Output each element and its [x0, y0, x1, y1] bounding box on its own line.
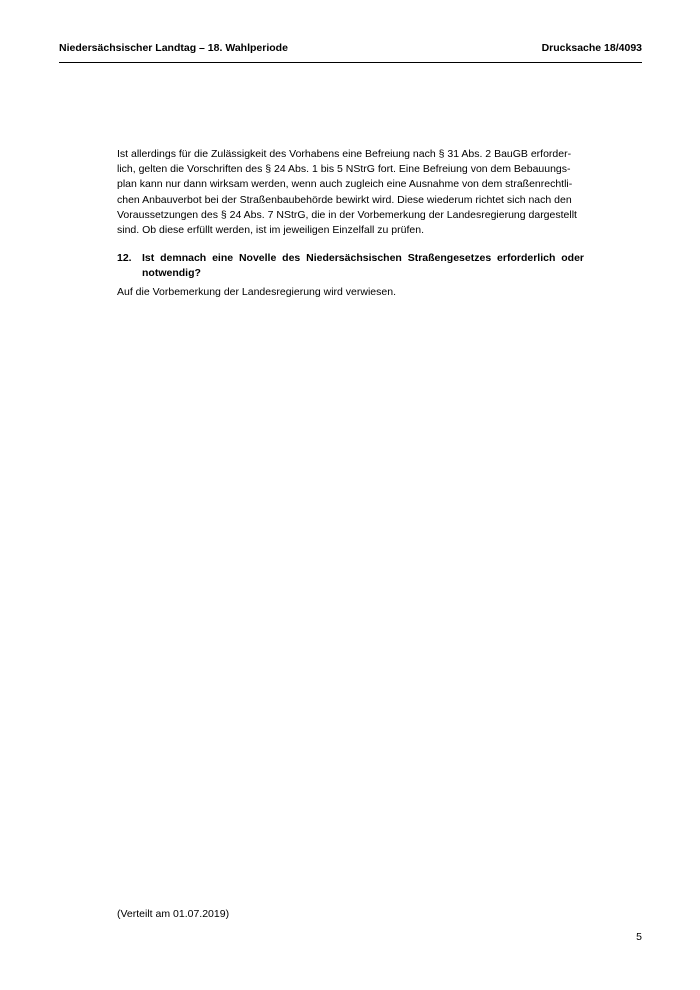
header-document-number: Drucksache 18/4093 [541, 42, 642, 54]
paragraph-line: Ist allerdings für die Zulässigkeit des Vorhabens eine Befreiung nach § 31 Abs. 2 BauGB erforder- [117, 148, 572, 160]
paragraph-line: lich, gelten die Vorschriften des § 24 Abs. 1 bis 5 NStrG fort. Eine Befreiung von dem Bebauungs- [117, 163, 571, 176]
paragraph-line: sind. Ob diese erfüllt werden, ist im jeweiligen Einzelfall zu prüfen. [117, 224, 424, 237]
paragraph-line: Voraussetzungen des § 24 Abs. 7 NStrG, die in der Vorbemerkung der Landesregierung dargestellt [117, 208, 577, 221]
paragraph-line: plan kann nur dann wirksam werden, wenn auch zugleich eine Ausnahme von dem straßenrechtli- [117, 178, 573, 191]
page-number: 5 [636, 931, 642, 943]
distribution-date-note: (Verteilt am 01.07.2019) [117, 908, 230, 920]
paragraph-befreiung [117, 147, 584, 238]
question-12 [117, 251, 584, 281]
question-number: 12. [117, 252, 132, 264]
answer-text: Auf die Vorbemerkung der Landesregierung wird verwiesen. [117, 286, 396, 298]
header-parliament-title: Niedersächsischer Landtag – 18. Wahlperiode [59, 42, 288, 54]
page-header [59, 40, 642, 63]
paragraph-line: chen Anbauverbot bei der Straßenbaubehörde bewirkt wird. Diese wiederum richtet sich nach den [117, 193, 572, 206]
question-text: Ist demnach eine Novelle des Niedersächsischen Straßengesetzes erforderlich oder notwendig? [142, 252, 584, 280]
